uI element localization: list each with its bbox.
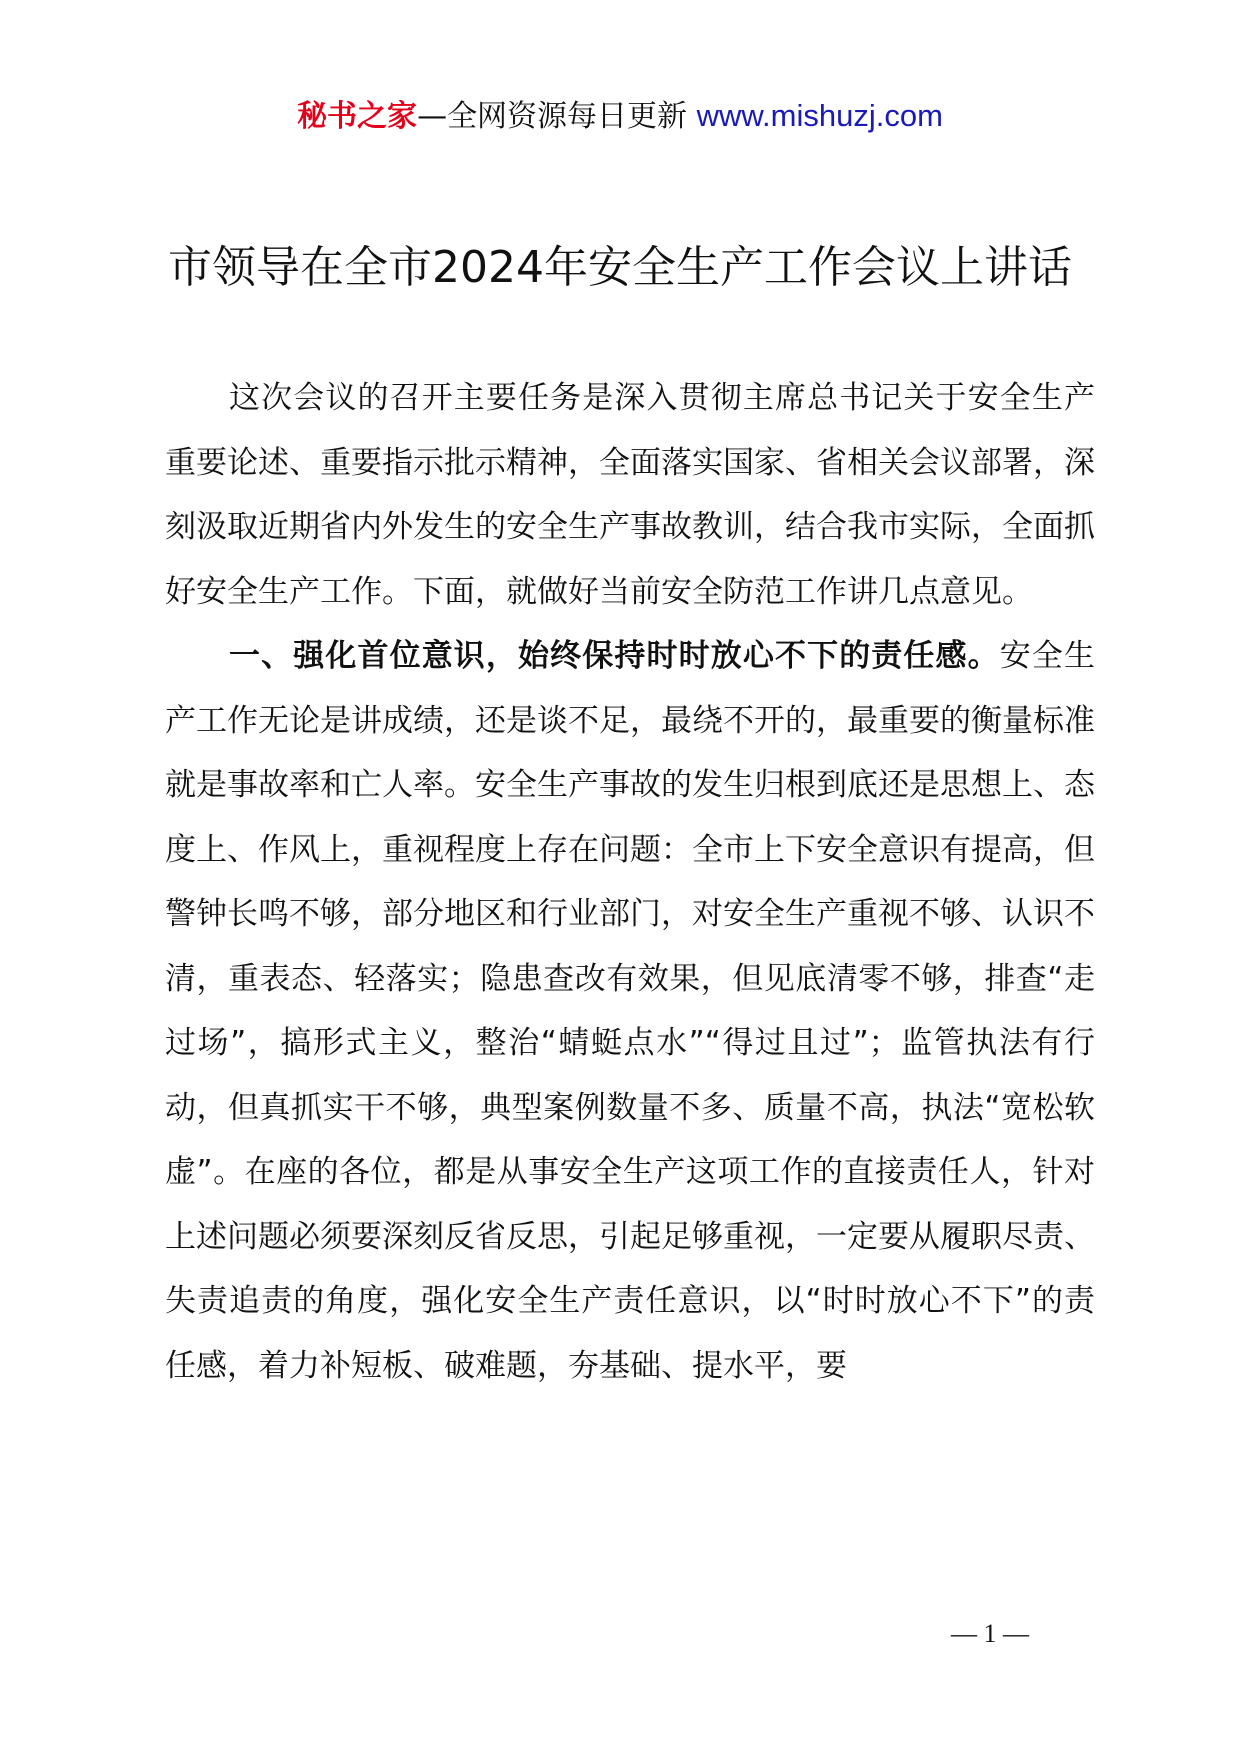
document-body [165, 366, 1095, 1398]
brand-name: 秘书之家 [297, 99, 418, 134]
document-title: 市领导在全市2024年安全生产工作会议上讲话 [168, 242, 1072, 293]
paragraph-section-one [165, 624, 1095, 1398]
site-header [0, 96, 1240, 137]
site-url-link[interactable]: www.mishuzj.com [696, 98, 943, 133]
paragraph-intro [165, 366, 1095, 624]
paragraph-text: 安全生产工作无论是讲成绩，还是谈不足，最绕不开的，最重要的衡量标准就是事故率和亡人率。安全生产事故的发生归根到底还是思想上、态度上、作风上，重视程度上存在问题：全市上下安全意识有提高，但警钟长鸣不够，部分地区和行业部门，对安全生产重视不够、认识不清，重表态、轻落实；隐患查改有效果，但见底清零不够，排查“走过场”，搞形式主义，整治“蜻蜓点水”“得过且过”；监管执法有行动，但真抓实干不够，典型案例数量不多、质量不高，执法“宽松软虚”。在座的各位，都是从事安全生产这项工作的直接责任人，针对上述问题必须要深刻反省反思，引起足够重视，一定要从履职尽责、失责追责的角度，强化安全生产责任意识，以“时时放心不下”的责任感，着力补短板、破难题，夯基础、提水平，要 [165, 638, 1096, 1384]
page-number: — 1 — [951, 1619, 1029, 1648]
header-tagline: —全网资源每日更新 [417, 99, 688, 134]
section-heading: 一、强化首位意识，始终保持时时放心不下的责任感。 [229, 638, 1000, 674]
paragraph-text: 这次会议的召开主要任务是深入贯彻主席总书记关于安全生产重要论述、重要指示批示精神，全面落实国家、省相关会议部署，深刻汲取近期省内外发生的安全生产事故教训，结合我市实际，全面抓好安全生产工作。下面，就做好当前安全防范工作讲几点意见。 [165, 380, 1095, 610]
